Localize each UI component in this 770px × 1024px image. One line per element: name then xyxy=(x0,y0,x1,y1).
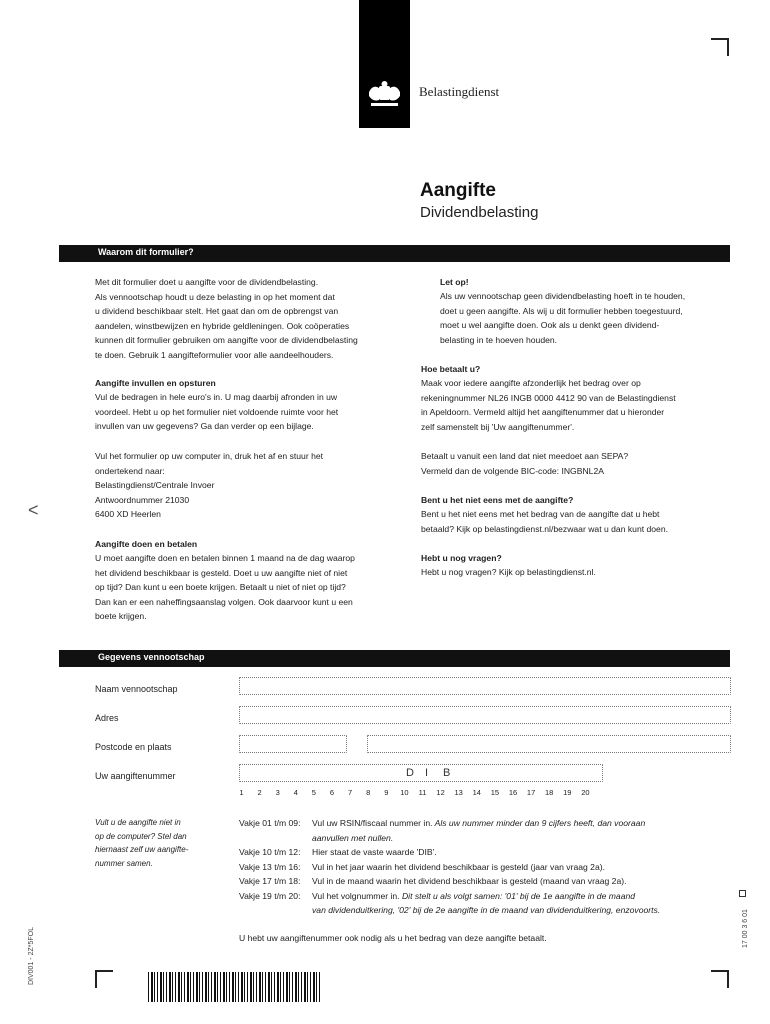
letop-heading: Let op! xyxy=(440,277,469,287)
box-number: 4 xyxy=(293,788,298,797)
questions-heading: Hebt u nog vragen? xyxy=(421,553,502,563)
page-title: Aangifte xyxy=(420,180,496,201)
dib-letter: B xyxy=(443,767,451,779)
instruction-row xyxy=(312,816,732,831)
section-title: Waarom dit formulier? xyxy=(98,247,194,257)
footer-note: U hebt uw aangiftenummer ook nodig als u het bedrag van deze aangifte betaalt. xyxy=(239,933,547,943)
instruction-continuation: van dividenduitkering, '02' bij de 2e aangifte in de maand van dividenduitkering, enzovoorts. xyxy=(312,905,661,915)
section-header-why xyxy=(59,245,730,262)
fill-text: Vul de bedragen in hele euro's in. U mag daarbij afronden in uw voordeel. Hebt u op het formulier niet voldoende ruimte voor het invullen van uw gegevens? Ga dan verder op een bijlage. xyxy=(95,392,339,431)
org-name: Belastingdienst xyxy=(419,84,500,99)
how-text: Maak voor iedere aangifte afzonderlijk het bedrag over op rekeningnummer NL26 INGB 0000 4412 90 van de Belastingdienst in Apeldoorn. Vermeld altijd het aangiftenummer dat u hieronder zelf samenstelt bij 'Uw aangiftenummer'. xyxy=(421,378,676,432)
box-number: 15 xyxy=(490,788,500,797)
instruction-text: Vul in het jaar waarin het dividend beschikbaar is gesteld (jaar van vraag 2a). xyxy=(312,861,605,872)
box-number: 16 xyxy=(508,788,518,797)
postcode-label: Postcode en plaats xyxy=(95,742,172,752)
coat-of-arms-icon xyxy=(359,0,410,128)
instruction-continuation: aanvullen met nullen. xyxy=(312,832,394,843)
instruction-text: Vul het volgnummer in. xyxy=(312,890,400,901)
box-number: 7 xyxy=(348,788,353,797)
box-number: 12 xyxy=(436,788,445,797)
box-number: 19 xyxy=(563,788,572,797)
government-logo xyxy=(359,0,410,128)
instruction-range: Vakje 01 t/m 09: xyxy=(239,818,301,828)
form-code-right: 17 00 3 6 01 xyxy=(742,909,749,948)
page-subtitle: Dividendbelasting xyxy=(420,204,539,221)
instruction-row xyxy=(312,874,732,889)
box-number: 13 xyxy=(454,788,463,797)
disagree-text: Bent u het niet eens met het bedrag van de aangifte dat u hebt betaald? Kijk op belastingdienst.nl/bezwaar wat u dan kunt doen. xyxy=(421,509,668,534)
box-number: 10 xyxy=(400,788,409,797)
side-note: Vult u de aangifte niet in op de computer? Stel dan hiernaast zelf uw aangifte- nummer samen. xyxy=(95,818,189,868)
company-name-field[interactable] xyxy=(239,677,731,695)
box-number: 8 xyxy=(366,788,371,797)
instruction-row xyxy=(312,889,732,904)
aangiftenummer-field[interactable] xyxy=(239,764,603,782)
how-heading: Hoe betaalt u? xyxy=(421,364,481,374)
fill-heading: Aangifte invullen en opsturen xyxy=(95,378,216,388)
section-header-company xyxy=(59,650,730,667)
box-number: 5 xyxy=(311,788,316,797)
section-title: Gegevens vennootschap xyxy=(98,652,205,662)
instruction-row xyxy=(312,860,732,875)
disagree-heading: Bent u het niet eens met de aangifte? xyxy=(421,495,574,505)
intro-text: Met dit formulier doet u aangifte voor de dividendbelasting. Als vennootschap houdt u deze belasting in op het moment dat u dividend beschikbaar stelt. Het gaat dan om de opbrengst van aandelen, winstbewijzen en hybride geldleningen. Ook coöperaties kunnen dit formulier gebruiken om aangifte voor de dividendbelasting te doen. Gebruik 1 aangifteformulier voor alle aandeelhouders. xyxy=(95,277,358,360)
box-number: 20 xyxy=(581,788,590,797)
postcode-field[interactable] xyxy=(239,735,347,753)
instruction-range: Vakje 13 t/m 16: xyxy=(239,861,301,872)
instruction-note: Als uw nummer minder dan 9 cijfers heeft, dan vooraan xyxy=(432,818,646,828)
chevron-left-icon: < xyxy=(28,500,39,520)
instruction-note: Dit stelt u als volgt samen: '01' bij de 1e aangifte in de maand xyxy=(399,890,636,901)
pay-text: U moet aangifte doen en betalen binnen 1 maand na de dag waarop het dividend beschikbaar is gesteld. Doet u uw aangifte niet of niet op tijd? Dan kunt u een boete krijgen. Betaalt u niet of niet op tijd? Dan kan er een naheffingsaanslag volgen. Ook daarvoor kunt u een boete krijgen. xyxy=(95,553,355,621)
instruction-range: Vakje 10 t/m 12: xyxy=(239,847,301,857)
box-number: 6 xyxy=(329,788,335,797)
crop-mark xyxy=(711,38,729,56)
address-label: Adres xyxy=(95,713,119,723)
pay-heading: Aangifte doen en betalen xyxy=(95,539,198,549)
form-code-left: DIV001 - 2Z*5FOL xyxy=(28,927,35,985)
box-number: 18 xyxy=(545,788,554,797)
city-field[interactable] xyxy=(367,735,731,753)
dib-letter: I xyxy=(425,767,429,779)
checkbox-icon xyxy=(739,890,746,897)
sepa-text: Betaalt u vanuit een land dat niet meedoet aan SEPA? Vermeld dan de volgende BIC-code: INGBNL2A xyxy=(421,451,629,476)
box-number: 9 xyxy=(384,788,389,797)
send-address-text: Vul het formulier op uw computer in, druk het af en stuur het ondertekend naar: Belastingdienst/Centrale Invoer Antwoordnummer 21030 6400 XD Heerlen xyxy=(95,451,324,519)
box-number: 3 xyxy=(275,788,280,797)
box-number: 17 xyxy=(526,788,536,797)
box-number: 1 xyxy=(239,788,244,797)
instruction-text: Vul uw RSIN/fiscaal nummer in. xyxy=(312,818,433,828)
box-number: 14 xyxy=(472,788,481,797)
instruction-range: Vakje 19 t/m 20: xyxy=(239,890,301,901)
questions-text: Hebt u nog vragen? Kijk op belastingdienst.nl. xyxy=(421,567,596,577)
company-name-label: Naam vennootschap xyxy=(95,684,178,694)
instruction-row xyxy=(312,845,732,860)
instruction-text: Vul in de maand waarin het dividend beschikbaar is gesteld (maand van vraag 2a). xyxy=(312,876,627,886)
instruction-range: Vakje 17 t/m 18: xyxy=(239,876,301,886)
barcode xyxy=(148,972,321,1002)
dib-letter: D xyxy=(406,767,414,779)
aangiftenummer-label: Uw aangiftenummer xyxy=(95,771,176,781)
instruction-text: Hier staat de vaste waarde 'DIB'. xyxy=(312,847,437,857)
box-number: 11 xyxy=(418,788,427,797)
crop-mark xyxy=(95,970,113,988)
letop-text: Als uw vennootschap geen dividendbelasting hoeft in te houden, doet u geen aangifte. Als wij u dit formulier hebben toegestuurd, moet u wel aangifte doen. Ook als u denkt geen dividend- belasting in te hoeven houden. xyxy=(440,291,686,345)
box-number: 2 xyxy=(257,788,262,797)
crop-mark xyxy=(711,970,729,988)
address-field[interactable] xyxy=(239,706,731,724)
